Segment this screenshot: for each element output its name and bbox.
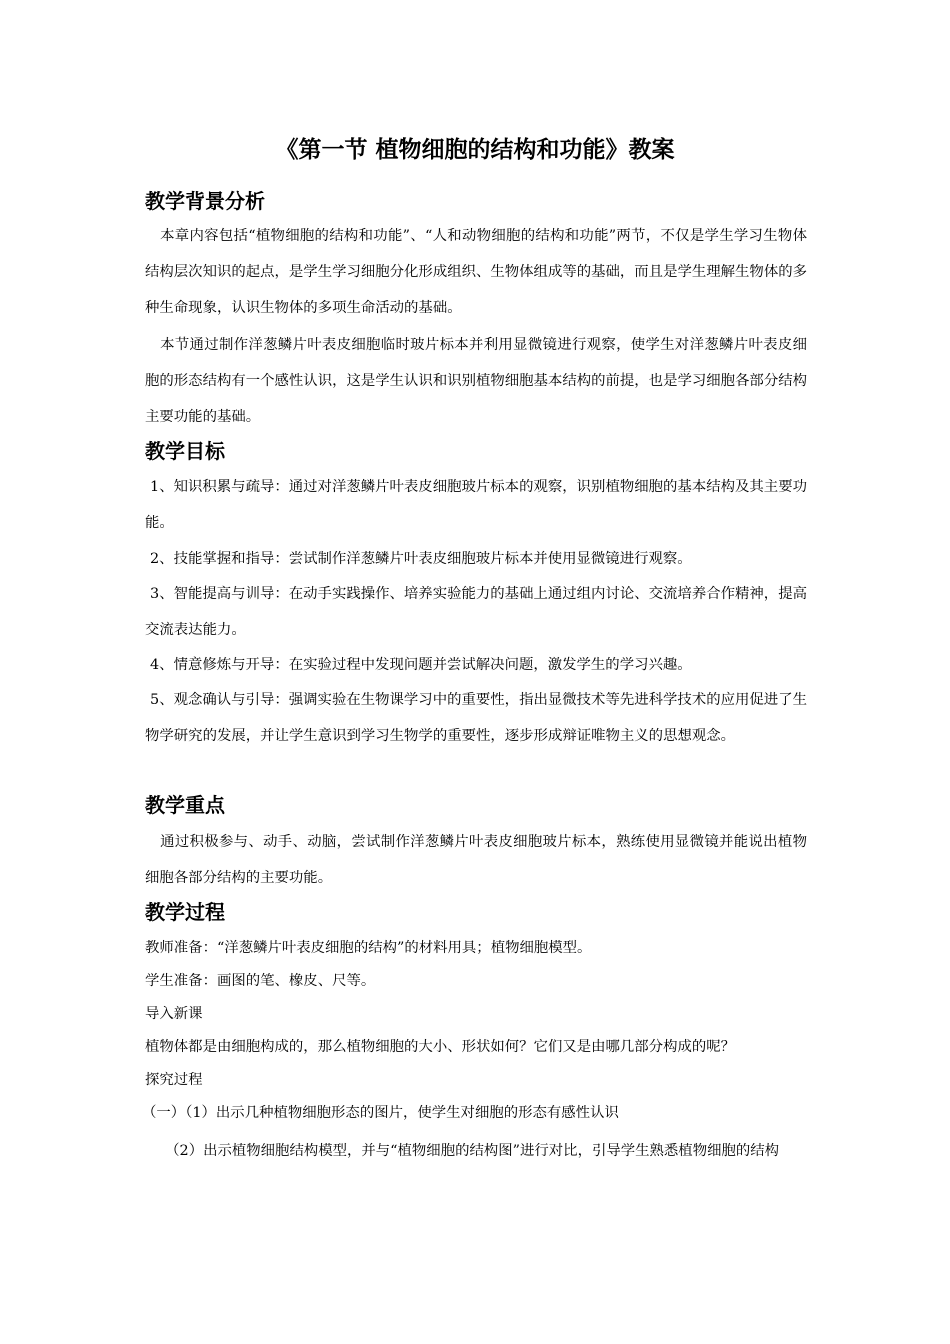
intro-text: 植物体都是由细胞构成的，那么植物细胞的大小、形状如何？它们又是由哪几部分构成的呢？ <box>145 1039 736 1055</box>
goal-item-5: 5、观念确认与引导：强调实验在生物课学习中的重要性，指出显微技术等先进科学技术的应用促进了生物学研究的发展，并让学生意识到学习生物学的重要性，逐步形成辩证唯物主义的思想观念。 <box>145 692 807 744</box>
goal-item-3: 3、智能提高与训导：在动手实践操作、培养实验能力的基础上通过组内讨论、交流培养合作精神，提高交流表达能力。 <box>145 586 807 638</box>
focus-paragraph: 通过积极参与、动手、动脑，尝试制作洋葱鳞片叶表皮细胞玻片标本，熟练使用显微镜并能说出植物细胞各部分结构的主要功能。 <box>145 834 807 886</box>
explore-step-1: （一）（1）出示几种植物细胞形态的图片，使学生对细胞的形态有感性认识 <box>142 1105 619 1121</box>
goal-item-1: 1、知识积累与疏导：通过对洋葱鳞片叶表皮细胞玻片标本的观察，识别植物细胞的基本结构及其主要功能。 <box>145 479 807 531</box>
explore-step-2: （2）出示植物细胞结构模型，并与“植物细胞的结构图”进行对比，引导学生熟悉植物细胞的结构 <box>165 1143 780 1159</box>
background-paragraph-2: 本节通过制作洋葱鳞片叶表皮细胞临时玻片标本并利用显微镜进行观察，使学生对洋葱鳞片叶表皮细胞的形态结构有一个感性认识，这是学生认识和识别植物细胞基本结构的前提，也是学习细胞各部分结构主要功能的基础。 <box>145 337 807 425</box>
goal-item-2: 2、技能掌握和指导：尝试制作洋葱鳞片叶表皮细胞玻片标本并使用显微镜进行观察。 <box>150 551 692 567</box>
goal-item-4: 4、情意修炼与开导：在实验过程中发现问题并尝试解决问题，激发学生的学习兴趣。 <box>150 657 692 673</box>
background-paragraph-1: 本章内容包括“植物细胞的结构和功能”、“人和动物细胞的结构和功能”两节，不仅是学生学习生物体结构层次知识的起点，是学生学习细胞分化形成组织、生物体组成等的基础，而且是学生理解生物体的多种生命现象，认识生物体的多项生命活动的基础。 <box>145 228 807 316</box>
section-heading-focus: 教学重点 <box>145 793 225 817</box>
teacher-prep: 教师准备：“洋葱鳞片叶表皮细胞的结构”的材料用具；植物细胞模型。 <box>145 940 592 956</box>
intro-label: 导入新课 <box>145 1006 203 1022</box>
section-heading-goals: 教学目标 <box>145 439 225 463</box>
document-title: 《第一节 植物细胞的结构和功能》教案 <box>275 137 675 163</box>
section-heading-process: 教学过程 <box>145 900 225 924</box>
section-heading-background: 教学背景分析 <box>145 189 265 213</box>
explore-label: 探究过程 <box>145 1072 203 1088</box>
student-prep: 学生准备：画图的笔、橡皮、尺等。 <box>145 973 376 989</box>
